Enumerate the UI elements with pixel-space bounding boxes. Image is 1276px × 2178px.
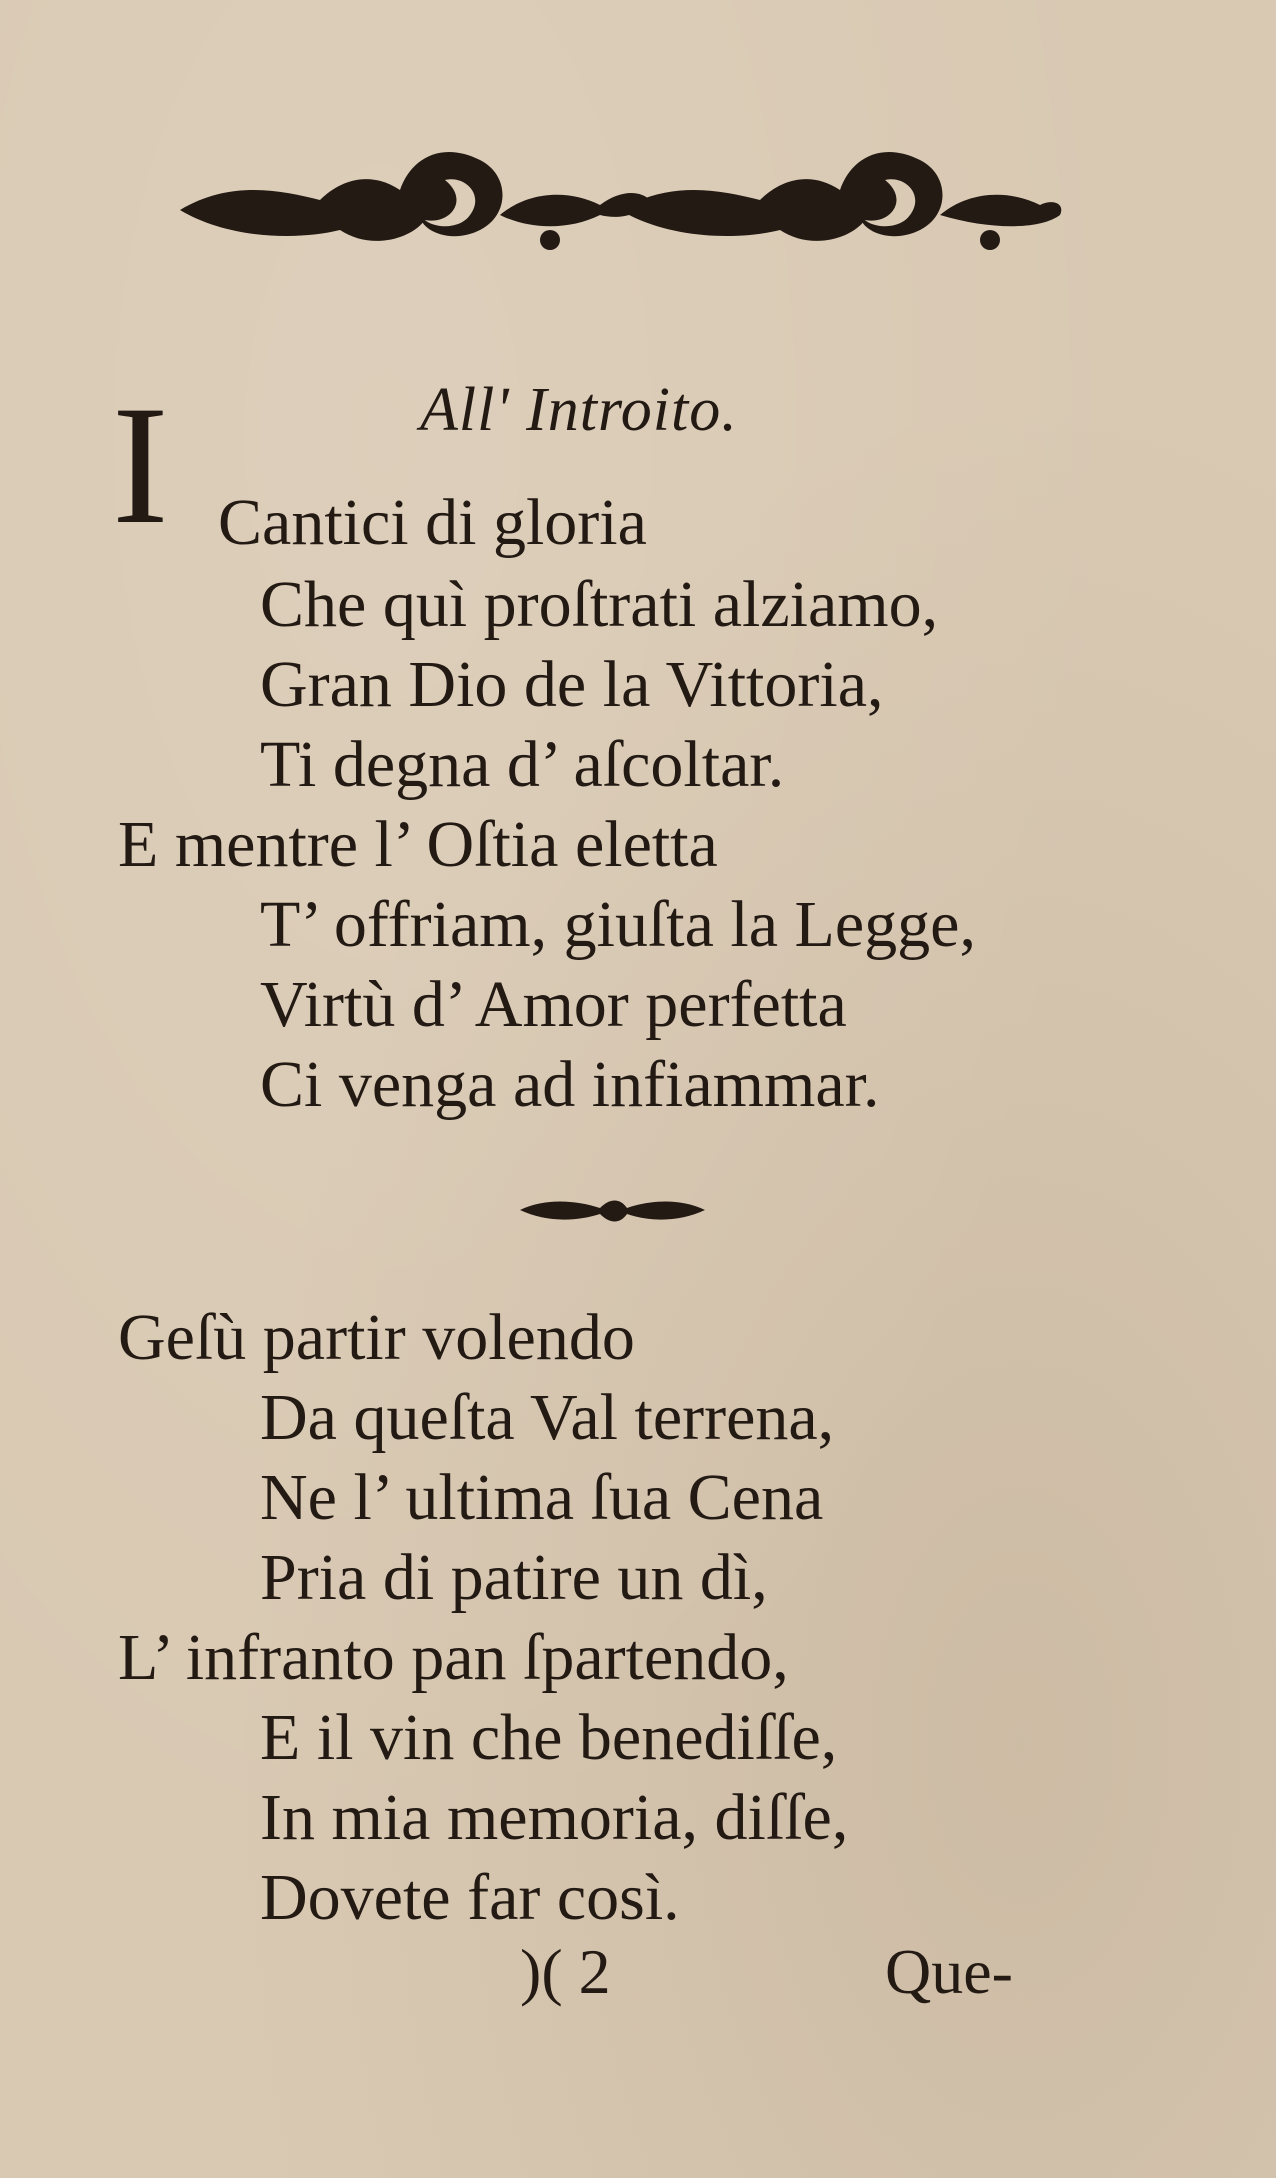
verse-line: Pria di patire un dì, — [260, 1541, 768, 1614]
verse-line: Dovete far così. — [260, 1861, 680, 1934]
verse-line: E il vin che benediſſe, — [260, 1701, 838, 1774]
signature-mark: )( 2 — [520, 1936, 611, 2007]
verse-line: Virtù d’ Amor perfetta — [260, 968, 847, 1041]
drop-cap: I — [112, 371, 169, 559]
verse-line: T’ offriam, giuſta la Legge, — [260, 888, 976, 961]
divider-ornament — [515, 1190, 710, 1230]
verse-line: Cantici di gloria — [218, 486, 647, 559]
verse-line: Che quì proſtrati alziamo, — [260, 568, 939, 641]
verse-line: E mentre l’ Oſtia eletta — [118, 808, 718, 881]
verse-line: L’ infranto pan ſpartendo, — [118, 1621, 789, 1694]
verse-line: Ci venga ad infiammar. — [260, 1048, 880, 1121]
verse-line: Gran Dio de la Vittoria, — [260, 648, 884, 721]
verse-line: Ti degna d’ aſcoltar. — [260, 728, 785, 801]
verse-line: Ne l’ ultima ſua Cena — [260, 1461, 824, 1534]
verse-line: In mia memoria, diſſe, — [260, 1781, 849, 1854]
verse-line: Da queſta Val terrena, — [260, 1381, 835, 1454]
headpiece-ornament — [170, 120, 1070, 280]
verse-line: Geſù partir volendo — [118, 1301, 635, 1374]
catchword: Que- — [885, 1936, 1013, 2007]
section-title: All' Introito. — [420, 376, 738, 444]
